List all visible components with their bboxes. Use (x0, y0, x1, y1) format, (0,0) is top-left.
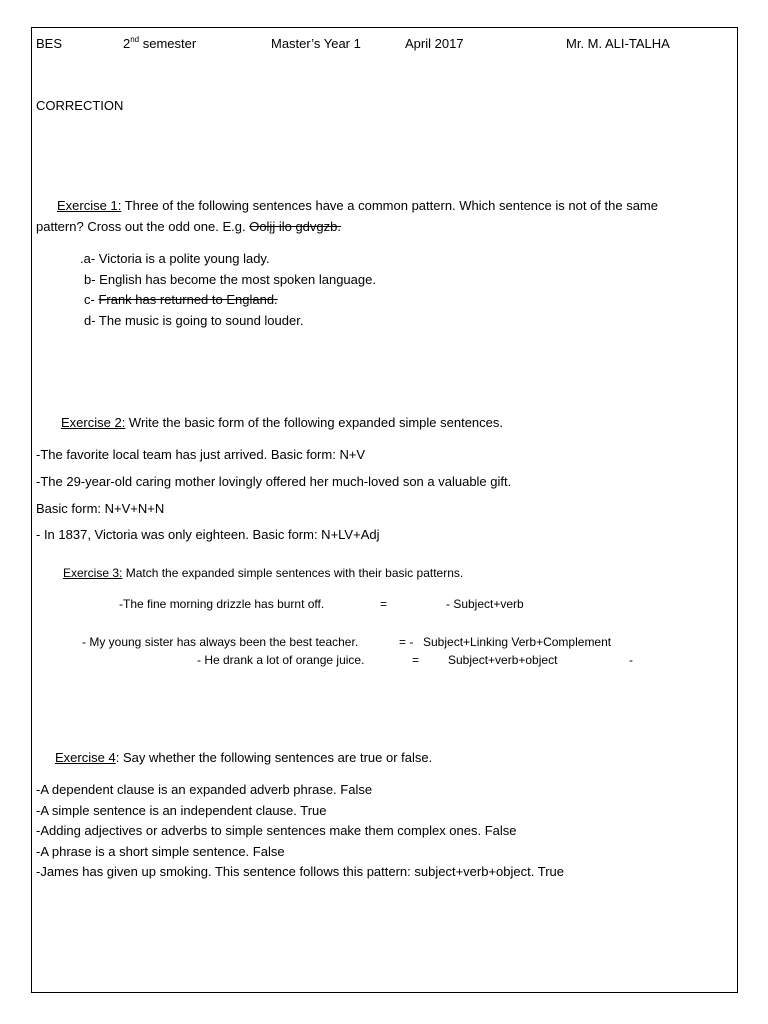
header-school: BES (36, 36, 63, 51)
exercise3-row1-sentence: -The fine morning drizzle has burnt off. (119, 597, 325, 611)
exercise3-row1-eq: = (380, 597, 388, 611)
exercise2-line: - In 1837, Victoria was only eighteen. Basic form: N+LV+Adj (36, 527, 380, 542)
exercise3-row2-eq: = - (399, 635, 414, 649)
exercise1-item-b: b- English has become the most spoken language. (84, 272, 376, 287)
exercise1-instruction: Exercise 1: Three of the following sentences have a common pattern. Which sentence is not of the same (57, 198, 658, 213)
exercise4-instruction: Exercise 4: Say whether the following sentences are true or false. (55, 750, 433, 765)
exercise1-instruction-cont: pattern? Cross out the odd one. E.g. Oolįj ilo gdvgzb. (36, 219, 341, 234)
exercise3-row2-pattern: Subject+Linking Verb+Complement (423, 635, 612, 649)
exercise4-line: -Adding adjectives or adverbs to simple sentences make them complex ones. False (36, 823, 517, 838)
exercise4-label: Exercise 4 (55, 750, 116, 765)
exercise3-instruction: Exercise 3: Match the expanded simple sentences with their basic patterns. (63, 566, 464, 580)
exercise3-row3-sentence: - He drank a lot of orange juice. (197, 653, 365, 667)
exercise2-label: Exercise 2: (61, 415, 126, 430)
exercise3-label: Exercise 3: (63, 566, 123, 580)
exercise2-line: Basic form: N+V+N+N (36, 501, 165, 516)
exercise3-row1-pattern: - Subject+verb (446, 597, 524, 611)
exercise1-item-d: d- The music is going to sound louder. (84, 313, 304, 328)
exercise1-label: Exercise 1: (57, 198, 122, 213)
header-level: Master’s Year 1 (271, 36, 361, 51)
correction-title: CORRECTION (36, 98, 124, 113)
exercise1-item-c: c- Frank has returned to England. (84, 292, 278, 307)
exercise3-row3-dash: - (629, 653, 633, 667)
exercise4-line: -A simple sentence is an independent clause. True (36, 803, 327, 818)
exercise2-line: -The favorite local team has just arrived. Basic form: N+V (36, 447, 366, 462)
header-teacher: Mr. M. ALI-TALHA (566, 36, 670, 51)
exercise2-instruction: Exercise 2: Write the basic form of the following expanded simple sentences. (61, 415, 503, 430)
exercise4-line: -James has given up smoking. This sentence follows this pattern: subject+verb+object. True (36, 864, 564, 879)
exercise3-row2-sentence: - My young sister has always been the best teacher. (82, 635, 359, 649)
exercise3-row3-eq: = (412, 653, 420, 667)
exercise3-row3-pattern: Subject+verb+object (448, 653, 558, 667)
header-semester: 2nd semester (123, 35, 197, 51)
header-date: April 2017 (405, 36, 464, 51)
exercise1-example: Oolįj ilo gdvgzb. (249, 219, 341, 234)
exercise1-item-a: .a- Victoria is a polite young lady. (80, 251, 270, 266)
exercise4-line: -A phrase is a short simple sentence. False (36, 844, 285, 859)
exercise2-line: -The 29-year-old caring mother lovingly offered her much-loved son a valuable gift. (36, 474, 512, 489)
exercise4-line: -A dependent clause is an expanded adverb phrase. False (36, 782, 373, 797)
